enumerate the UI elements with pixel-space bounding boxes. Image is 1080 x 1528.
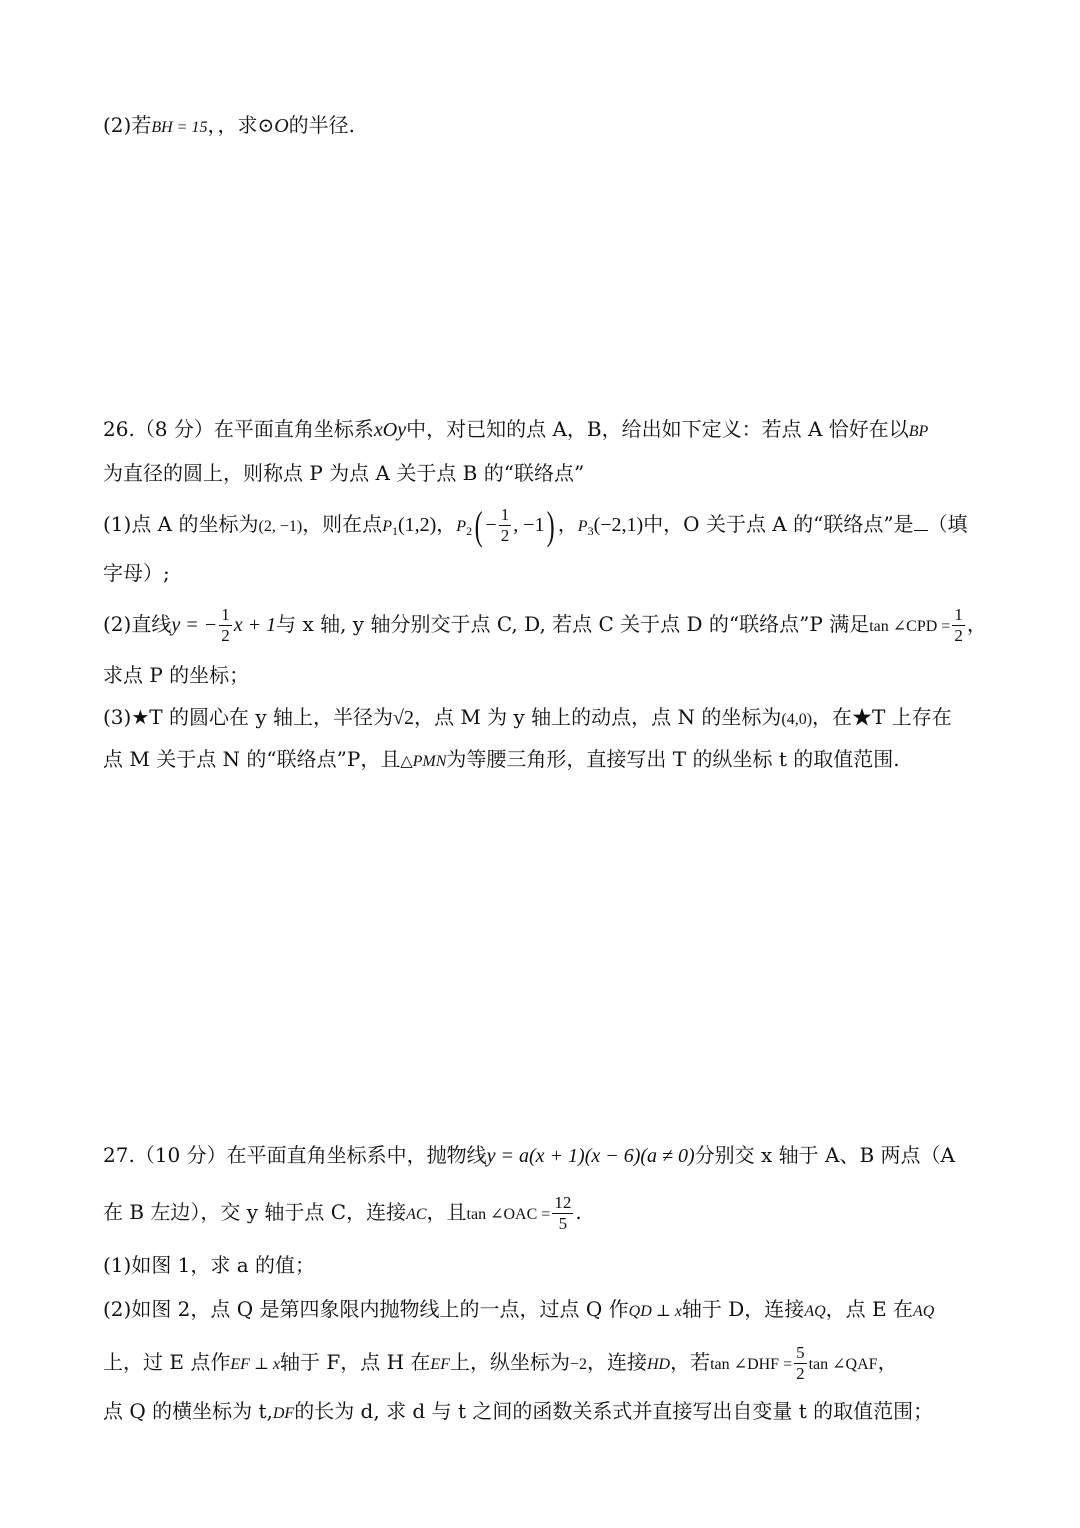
q27-line2: [103, 1190, 582, 1237]
q26-part1-c: 中，O 关于点 A 的“联络点”是: [643, 512, 914, 536]
q27-part2-line2-a: 上，过 E 点作: [103, 1350, 231, 1374]
q27-part2-line2: [103, 1340, 898, 1387]
q26-point-n-coord: (4,0): [781, 711, 813, 728]
q26-tan-cpd: tan ∠CPD =: [869, 618, 951, 635]
q26-p2-fraction: $\frac{1}{2}$: [500, 505, 510, 545]
q27-tan-oac: tan ∠OAC =: [466, 1206, 551, 1223]
q27-ratio-fraction: $\frac{5}{2}$: [796, 1343, 805, 1383]
q26-part2-a: (2)直线: [103, 612, 172, 636]
q27-header-b: 分别交 x 轴于 A、B 两点（A: [694, 1143, 955, 1167]
q26-part3-line2: [103, 746, 900, 775]
q27-ef: EF: [430, 1356, 450, 1373]
q27-line2-end: .: [575, 1200, 582, 1224]
q27-tan-oac-fraction: $\frac{12}{5}$: [554, 1193, 572, 1233]
q27-part2-line2-e: ，若: [670, 1350, 711, 1374]
q27-ef-perp: EF ⊥ x: [230, 1356, 281, 1373]
q26-sqrt2: √2: [392, 707, 414, 729]
q26-p3-subscript: 3: [587, 524, 594, 538]
q26-definition-line: 为直径的圆上，则称点 P 为点 A 关于点 B 的“联络点”: [103, 461, 585, 485]
q27-aq-2: AQ: [912, 1303, 935, 1320]
q27-qd-perp: QD ⊥ x: [628, 1303, 682, 1320]
q26-p1-subscript: 1: [391, 524, 398, 538]
q27-aq: AQ: [804, 1303, 826, 1320]
q26-part1-b: ，则在点: [302, 512, 383, 536]
q27-line2-b: ，且: [426, 1200, 467, 1224]
q26-header-rest: 中，对已知的点 A，B，给出如下定义：若点 A 恰好在以: [406, 417, 909, 441]
q25-part2-suffix: 的半径.: [288, 113, 356, 137]
q27-parabola-eq: y = a(x + 1)(x − 6)(a ≠ 0): [486, 1145, 695, 1167]
q26-part3-a: (3)★T 的圆心在 y 轴上，半径为: [103, 705, 393, 729]
q25-part2-mid: ，，求: [207, 113, 258, 137]
q27-part2-a: (2)如图 2，点 Q 是第四象限内抛物线上的一点，过点 Q 作: [103, 1297, 629, 1321]
q26-p2-label: P: [456, 518, 467, 535]
q26-part3-line2-a: 点 M 关于点 N 的“联络点”P，且: [103, 747, 401, 771]
q27-part2-line2-d: ，连接: [587, 1350, 647, 1374]
q26-part3-line2-b: 为等腰三角形，直接写出 T 的纵坐标 t 的取值范围.: [446, 747, 900, 771]
q27-header-line: [103, 1142, 955, 1169]
q26-tan-fraction: $\frac{1}{2}$: [954, 605, 963, 645]
q25-circle-o: ⊙O: [257, 115, 289, 137]
q27-part2-c: ，点 E 在: [825, 1297, 913, 1321]
q26-p1-coord: (1,2): [397, 514, 437, 536]
q26-part2-line: [103, 602, 987, 649]
q26-triangle-pmn: △PMN: [400, 753, 447, 770]
q26-part1-a: (1)点 A 的坐标为: [103, 512, 259, 536]
q26-line-eq-right: x + 1: [233, 614, 277, 636]
q27-part2-b: 轴于 D，连接: [681, 1297, 805, 1321]
q26-part3-c: ，在★T 上存在: [812, 705, 952, 729]
q27-hd: HD: [647, 1356, 671, 1373]
q25-part2-line: [103, 112, 355, 141]
q26-bp: BP: [908, 423, 929, 440]
answer-blank: [914, 512, 928, 531]
q26-line-eq-left: y = −: [171, 614, 218, 636]
q27-part2-line3-a: 点 Q 的横坐标为 t,: [103, 1399, 273, 1423]
q27-part2-line3: [103, 1398, 933, 1427]
q26-number: 26.: [103, 417, 135, 441]
q26-p2-tail: , −1: [513, 514, 545, 536]
q27-part2-line2-f: ，: [877, 1350, 898, 1374]
q27-number: 27.: [103, 1143, 135, 1167]
q26-p2-subscript: 2: [466, 524, 473, 538]
q27-tan-dhf: tan ∠DHF =: [710, 1356, 793, 1373]
q25-bh-equation: BH = 15: [151, 119, 208, 136]
q26-part2-c: ，: [966, 612, 987, 636]
q26-part2-line2: 求点 P 的坐标；: [103, 663, 250, 687]
q26-p3-label: P: [577, 518, 588, 535]
q27-df: DF: [272, 1405, 295, 1422]
q26-p1-label: P: [382, 518, 392, 535]
q26-xoy: xOy: [373, 419, 407, 441]
q27-tan-qaf: tan ∠QAF: [808, 1356, 878, 1373]
q27-header-a: （10 分）在平面直角坐标系中，抛物线: [134, 1143, 487, 1167]
q26-point-a-coord: (2, −1): [258, 518, 303, 535]
q26-part3-line: [103, 704, 952, 733]
q27-part2-line3-b: 的长为 d, 求 d 与 t 之间的函数关系式并直接写出自变量 t 的取值范围；: [294, 1399, 934, 1423]
q26-p3-coord: (−2,1): [593, 514, 644, 536]
q27-line2-a: 在 B 左边），交 y 轴于点 C，连接: [103, 1200, 407, 1224]
q26-header-line: [103, 416, 928, 445]
q27-neg2: −2: [569, 1356, 587, 1373]
q26-part2-b: 与 x 轴, y 轴分别交于点 C, D, 若点 C 关于点 D 的“联络点”P 满足: [276, 612, 870, 636]
q27-part2-line: [103, 1296, 934, 1325]
q26-part3-b: ，点 M 为 y 轴上的动点，点 N 的坐标为: [413, 705, 782, 729]
q25-part2-prefix: (2)若: [103, 113, 152, 137]
q27-part2-line2-c: 上，纵坐标为: [449, 1350, 570, 1374]
q26-points-text: （8 分）在平面直角坐标系: [134, 417, 374, 441]
q27-part1-line: (1)如图 1，求 a 的值；: [103, 1253, 316, 1277]
q26-part1-line: (1)点 A 的坐标为(2, −1)，则在点$P_1(1,2)$，$P_2$( − $\frac{1}{2}$ , −1) ，$P_3(-2,1)$中，O 关于点 A 的“联络点”是 （填: [103, 502, 968, 548]
q26-part1-d: （填: [927, 512, 968, 536]
q27-part2-line2-b: 轴于 F，点 H 在: [280, 1350, 431, 1374]
q26-part1-line2: 字母）;: [103, 561, 170, 585]
q27-ac: AC: [406, 1206, 427, 1223]
q26-line-slope-fraction: $\frac{1}{2}$: [221, 605, 230, 645]
